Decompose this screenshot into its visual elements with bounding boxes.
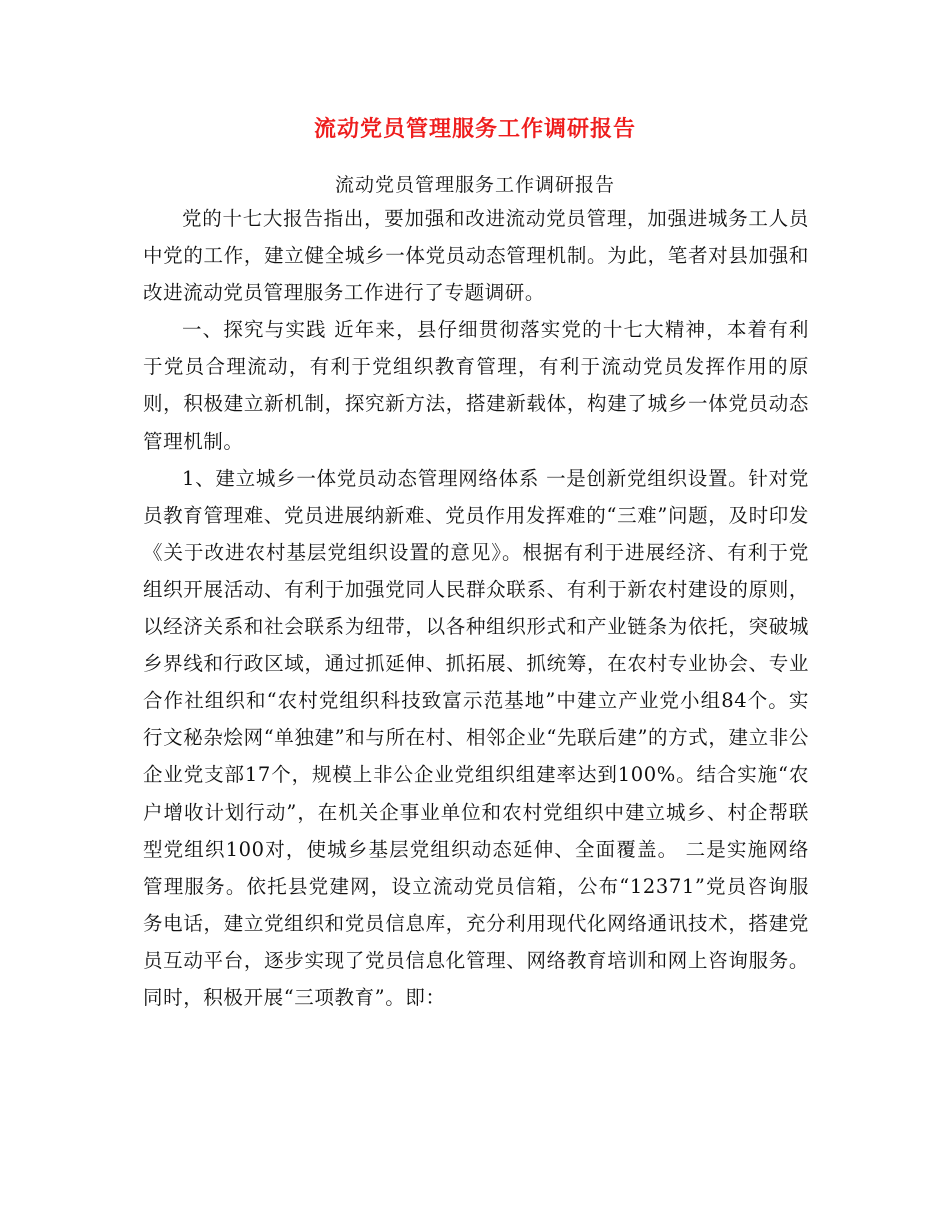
document-title: 流动党员管理服务工作调研报告: [313, 116, 636, 142]
document-subtitle: 流动党员管理服务工作调研报告: [334, 174, 615, 196]
document-body: [143, 200, 809, 1016]
paragraph-network-system: 1、建立城乡一体党员动态管理网络体系 一是创新党组织设置。针对党员教育管理难、党员进展纳新难、党员作用发挥难的“三难”问题，及时印发《关于改进农村基层党组织设置的意见》。根据有利于进展经济、有利于党组织开展活动、有利于加强党同人民群众联系、有利于新农村建设的原则，以经济关系和社会联系为纽带，以各种组织形式和产业链条为依托，突破城乡界线和行政区域，通过抓延伸、抓拓展、抓统筹，在农村专业协会、专业合作社组织和“农村党组织科技致富示范基地”中建立产业党小组84个。实行文秘杂烩网“单独建”和与所在村、相邻企业“先联后建”的方式，建立非公企业党支部17个，规模上非公企业党组织组建率达到100%。结合实施“农户增收计划行动”，在机关企事业单位和农村党组织中建立城乡、村企帮联型党组织100对，使城乡基层党组织动态延伸、全面覆盖。 二是实施网络管理服务。依托县党建网，设立流动党员信箱，公布“12371”党员咨询服务电话，建立党组织和党员信息库，充分利用现代化网络通讯技术，搭建党员互动平台，逐步实现了党员信息化管理、网络教育培训和网上咨询服务。同时，积极开展“三项教育”。即：: [143, 466, 809, 1009]
paragraph-intro: 党的十七大报告指出，要加强和改进流动党员管理，加强进城务工人员中党的工作，建立健全城乡一体党员动态管理机制。为此，笔者对县加强和改进流动党员管理服务工作进行了专题调研。: [143, 207, 809, 305]
paragraph-section-one: 一、探究与实践 近年来，县仔细贯彻落实党的十七大精神，本着有利于党员合理流动，有利于党组织教育管理，有利于流动党员发挥作用的原则，积极建立新机制，探究新方法，搭建新载体，构建了城乡一体党员动态管理机制。: [143, 318, 809, 453]
